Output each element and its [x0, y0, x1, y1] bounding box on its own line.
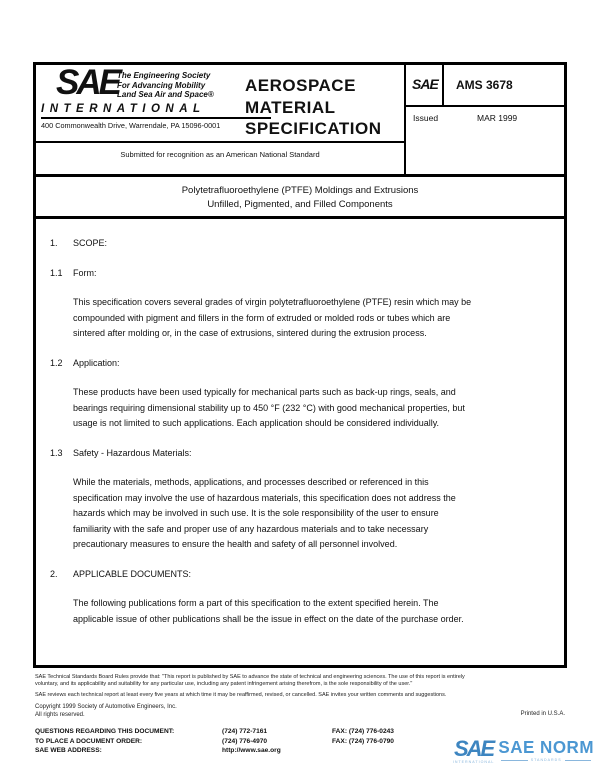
section-heading-applicable-documents [50, 567, 552, 583]
watermark-rule [501, 760, 527, 761]
sae-norm-logo-icon: SAE [454, 736, 494, 761]
contact-phone: (724) 776-4970 [222, 737, 268, 745]
section-heading-scope [50, 236, 552, 252]
doctype-line: MATERIAL [245, 97, 336, 117]
contact-fax: FAX: (724) 776-0243 [332, 728, 394, 735]
watermark-subtitle-text: STANDARDS [530, 758, 562, 762]
watermark-name: SAE NORM [498, 737, 594, 758]
tagline-line: The Engineering Society [117, 71, 211, 80]
sae-mark-small: SAE [412, 76, 438, 92]
section-heading-safety [50, 446, 552, 462]
tagline-line: For Advancing Mobility [117, 80, 206, 90]
copyright-line2: All rights reserved. [35, 711, 85, 718]
contact-fax: FAX: (724) 776-0790 [332, 737, 394, 745]
ansi-recognition-note: Submitted for recognition as an American National Standard [120, 150, 320, 159]
document-title-line1: Polytetrafluoroethylene (PTFE) Moldings and Extrusions [181, 185, 419, 196]
sae-logo: SAE [56, 63, 119, 102]
contact-label: SAE WEB ADDRESS: [35, 747, 102, 754]
contact-label: QUESTIONS REGARDING THIS DOCUMENT: [35, 728, 175, 735]
legal-notice-paragraph1: SAE Technical Standards Board Rules provide that: "This report is published by SAE to advance the state of technical and engineering sciences. The use of this report is entirely voluntary, and its applicability and suitability for any particular use, including any patent infringement arising therefrom, is the sole responsibility of the user." [35, 674, 465, 688]
section-paragraph-applicable-documents: The following publications form a part of this specification to the extent specified herein. The applicable issue of other publications shall be the issue in effect on the date of the purchase order. [73, 598, 464, 624]
doc-number-divider [442, 65, 444, 105]
section-title: Form: [73, 267, 97, 278]
sae-norm-watermark [452, 736, 594, 764]
header-divider-vertical [404, 65, 406, 174]
international-label: INTERNATIONAL [41, 103, 206, 115]
watermark-subtitle [498, 758, 594, 762]
sae-tagline [117, 71, 214, 100]
copyright-line1: Copyright 1999 Society of Automotive Engineers, Inc. [35, 704, 177, 710]
content-box [33, 219, 567, 668]
contact-info-table [35, 727, 475, 756]
section-number: 1. [50, 238, 58, 248]
legal-notice-paragraph2: SAE reviews each technical report at least every five years at which time it may be reaffirmed, revised, or cancelled. SAE invites your written comments and suggestions. [35, 692, 447, 699]
header-box [33, 62, 567, 177]
submitted-divider [36, 141, 404, 143]
section-heading-application [50, 356, 552, 372]
doctype-line: AEROSPACE [245, 76, 356, 95]
section-title: SCOPE: [73, 238, 108, 248]
document-title-line2: Unfilled, Pigmented, and Filled Components [207, 199, 393, 210]
section-title: Application: [73, 357, 120, 368]
printed-note: Printed in U.S.A. [520, 711, 565, 717]
section-paragraph-application: These products have been used typically for mechanical parts such as back-up rings, seals, and bearings requiring dimensional stability up to 450 °F (232 °C) with good mechanical properties, but usage is not limited to such applications. Each application should be considered individually. [73, 387, 465, 428]
section-number: 1.2 [50, 357, 63, 368]
issued-date: MAR 1999 [477, 113, 518, 123]
section-heading-form [50, 266, 552, 282]
copyright-notice [35, 704, 177, 719]
contact-web-address: http://www.sae.org [222, 747, 281, 754]
title-box [33, 177, 567, 219]
section-paragraph-safety: While the materials, methods, applications, and processes described or referenced in this specification may involve the use of hazardous materials, this specification does not address the hazards which may be involved in such use. It is the sole responsibility of the user to ensure familiarity with the safe and proper use of any hazardous materials and to take necessary precautionary measures to ensure the health and safety of all personnel involved. [73, 477, 456, 549]
section-title: Safety - Hazardous Materials: [73, 447, 192, 458]
document-number: AMS 3678 [456, 78, 513, 92]
section-number: 1.3 [50, 447, 63, 458]
issued-row-divider [406, 105, 564, 107]
section-number: 1.1 [50, 267, 63, 278]
contact-label: TO PLACE A DOCUMENT ORDER: [35, 737, 143, 745]
watermark-international-label: INTERNATIONAL [452, 760, 495, 764]
tagline-line: Land Sea Air and Space® [117, 90, 214, 99]
legal-notice [35, 674, 569, 700]
section-title: APPLICABLE DOCUMENTS: [73, 568, 192, 579]
document-type-title [245, 75, 382, 140]
section-paragraph-form: This specification covers several grades of virgin polytetrafluoroethylene (PTFE) resin which may be compounded with pigment and fillers in the form of extruded or molded rods or tubes which are sintered after molding or, in the case of extrusions, sintered during the extrusion process. [73, 297, 472, 338]
watermark-rule [565, 760, 591, 761]
issued-label: Issued [413, 113, 439, 123]
publisher-address: 400 Commonwealth Drive, Warrendale, PA 15096-0001 [41, 117, 271, 130]
section-number: 2. [50, 568, 58, 579]
contact-phone: (724) 772-7161 [222, 728, 268, 735]
doctype-line: SPECIFICATION [245, 119, 382, 138]
